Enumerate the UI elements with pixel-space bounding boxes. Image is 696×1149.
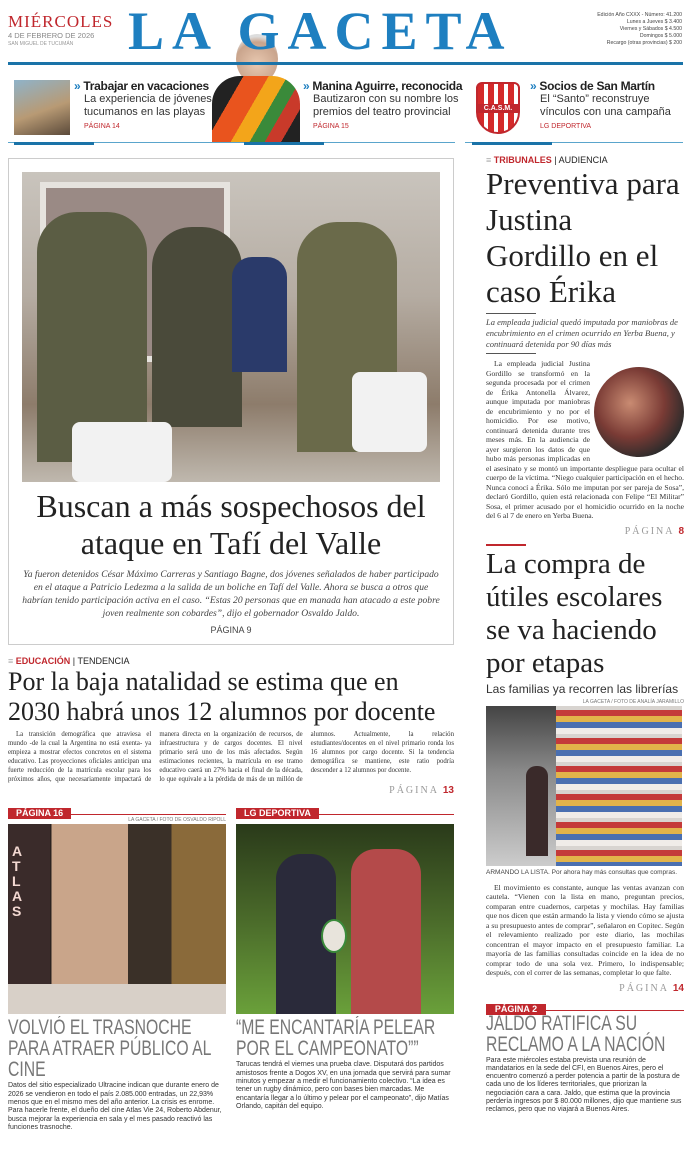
san-martin-logo	[476, 82, 520, 134]
atlas-sign: ATLAS	[12, 843, 23, 920]
section-tag[interactable]: PÁGINA 2	[486, 1004, 546, 1015]
logo-text: C.A.S.M.	[478, 104, 518, 113]
page-number: 14	[672, 982, 684, 994]
accent-rule	[486, 544, 526, 546]
teaser-accent	[472, 142, 552, 145]
masthead-day: MIÉRCOLES	[8, 12, 114, 31]
chevron-right-icon: »	[74, 79, 81, 93]
cinema-photo[interactable]	[8, 824, 226, 1014]
teaser-manina[interactable]	[303, 79, 463, 131]
section-name: TRIBUNALES	[493, 155, 552, 165]
caption-lead: ARMANDO LA LISTA.	[486, 868, 550, 876]
rugby-body: Tarucas tendrá el viernes una prueba clave. Disputará dos partidos amistosos frente a Dogos XV, en una jornada que servirá para sumar minutos y empezar a medir el funcionamiento colectivo. “La idea es tener un rugby dinámico, pero con bases bien marcadas. Me encantaría llegar a lo último y pelear por el campeonato”, dijo Matías Orlando, capitán del equipo.	[236, 1061, 451, 1110]
jaldo-headline[interactable]: JALDO RATIFICA SU RECLAMO A LA NACIÓN	[486, 1011, 666, 1056]
teaser-vacaciones[interactable]	[74, 79, 214, 131]
utiles-body: El movimiento es constante, aunque las ventas avanzan con cautela. “Vienen con la lista en mano, preguntan precios, comparan entre cuadernos, carpetas y mochilas. Hay familias que nos dicen que están armando la lista y viendo cómo se ajusta a su presupuesto antes de comprar”, señalaron en Copitec. Según el relevamiento realizado por este diario, las mochilas concentran el mayor impacto en el presupuesto familiar. La mayoría de las familias consultadas coincide en la idea de no comprar todo de una sola vez. Primero, lo indispensable; después, con el correr de las semanas, completar lo que falte.	[486, 882, 684, 977]
teaser-accent	[14, 142, 94, 145]
educacion-story	[8, 655, 454, 797]
main-story-box	[8, 158, 454, 645]
page-label: PÁGINA	[389, 785, 439, 797]
teaser-san-martin[interactable]	[530, 79, 680, 131]
price-box	[597, 12, 682, 47]
section-label: ≡ EDUCACIÓN | TENDENCIA	[8, 656, 130, 666]
right-column	[486, 154, 684, 1115]
educacion-headline[interactable]: Por la baja natalidad se estima que en 2030 habrá unos 12 alumnos por docente	[8, 667, 436, 726]
tribunales-body-text: La empleada judicial Justina Gordillo se transformó en la segunda procesada por el crimen de Érika Antonella Álvarez, aunque imputada por maniobras de encubrimiento y no por el homicidio. Por ese motivo, continuará detenida durante tres meses más. En la audiencia de ayer surgieron los datos de que hubo más personas implicadas en el asesinato y se montó un importante despliegue para ocultar el cuerpo de la víctima. “Niego cualquier participación en el hecho. Nunca conocí a Érika. Sólo me imputan por ser pareja de Sosa”, declaró Gordillo, quien está relacionada con Felipe “El Militar” Sosa, el primer acusado por el homicidio ocurrido en la noche del 6 al 7 de enero en Yerba Buena.	[486, 359, 684, 520]
chevron-right-icon: »	[303, 79, 310, 93]
teaser-page: PÁGINA 15	[313, 123, 349, 130]
divider	[486, 353, 536, 354]
bookstore-photo[interactable]	[486, 706, 682, 866]
page-label: PÁGINA	[619, 982, 669, 994]
subsection-name: AUDIENCIA	[558, 155, 608, 165]
rugby-headline[interactable]: “ME ENCANTARÍA PELEAR POR EL CAMPEONATO””	[236, 1016, 436, 1061]
masthead-date: 4 DE FEBRERO DE 2026	[8, 31, 95, 40]
teaser-text: La experiencia de jóvenes tucumanos en las playas	[84, 93, 212, 118]
tribunales-dek: La empleada judicial quedó imputada por maniobras de encubrimiento en el crimen ocurrido en Yerba Buena, y continuará detenida por 90 días más	[486, 317, 678, 349]
educacion-body: La transición demográfica que atraviesa el mundo -de la cual la Argentina no está exenta- ya empieza a mostrar efectos concretos en el sistema educativo. Las proyecciones oficiales anticipan una fuerte reducción de la matrícula escolar para los próximos años, que necesariamente impactará de manera directa en la organización de recursos, de infraestructura y de cargos docentes. El nivel primario será uno de los más afectados. Según estimaciones recientes, la matrícula en ese tramo educativo caerá un 27% hacia el final de la década, lo que equivale a la pérdida de más de un millón de alumnos. Actualmente, la relación estudiantes/docentes en el nivel primario ronda los 16 alumnos por cargo docente. Si la tendencia demográfica se mantiene, este ratio podría descender a 12 alumnos por docente.	[8, 731, 454, 783]
masthead-rule	[8, 62, 683, 65]
rugby-story	[236, 803, 454, 1132]
edition-info: Edición Año CXXX - Número: 41.200	[597, 12, 682, 18]
section-name: EDUCACIÓN	[15, 656, 71, 666]
section-tag[interactable]: PÁGINA 16	[8, 808, 71, 819]
photo-credit: LA GACETA / FOTO DE OSVALDO RIPOLL	[128, 817, 226, 824]
tag-rule	[486, 999, 684, 1014]
photo-credit: LA GACETA / FOTO DE ANALÍA JARAMILLO	[582, 698, 684, 705]
teaser-title: Manina Aguirre, reconocida	[312, 79, 463, 93]
teaser-text: Bautizaron con su nombre los premios del teatro provincial	[313, 93, 459, 118]
main-headline[interactable]: Buscan a más sospechosos del ataque en Tafí del Valle	[36, 488, 426, 561]
price-weekday: Lunes a Jueves $ 3.400	[626, 19, 682, 25]
educacion-page-ref[interactable]	[8, 784, 454, 797]
utiles-subhead: Las familias ya recorren las librerías	[486, 681, 679, 696]
price-sunday: Domingos $ 5.000	[639, 33, 682, 39]
price-weekend: Viernes y Sábados $ 4.500	[619, 26, 682, 32]
page-number: 13	[442, 785, 454, 797]
teaser-page: PÁGINA 14	[84, 123, 120, 130]
tribunales-headline[interactable]: Preventiva para Justina Gordillo en el caso Érika	[486, 166, 680, 309]
teaser-accent	[244, 142, 324, 145]
gordillo-photo[interactable]	[594, 367, 684, 457]
utiles-headline[interactable]: La compra de útiles escolares se va haciendo por etapas	[486, 547, 663, 679]
teaser-page: LG DEPORTIVA	[540, 123, 592, 130]
divider	[486, 313, 536, 314]
teaser-title: Socios de San Martín	[539, 79, 655, 93]
tribunales-page-ref[interactable]	[486, 525, 684, 538]
teaser-text: El “Santo” reconstruye vínculos con una campaña	[540, 93, 671, 118]
teaser-photo-vacaciones[interactable]	[14, 80, 70, 135]
bottom-stories	[8, 803, 454, 1132]
photo-caption	[486, 869, 684, 877]
section-label: ≡ TRIBUNALES | AUDIENCIA	[486, 155, 608, 165]
tag-rule	[8, 803, 226, 819]
caption-text: Por ahora hay más consultas que compras.	[551, 868, 678, 876]
tag-rule	[236, 803, 454, 819]
main-summary: Ya fueron detenidos César Máximo Carreras y Santiago Bagne, dos jóvenes señalados de haber participado en el ataque a Patricio Ledezma a la salida de un boliche en Tafí del Valle. Ahora se busca a otros que habrían tenido participación activa en el caso. “Estas 20 personas que en manada han atacado a este pobre joven realmente son cobardes”, dijo el gobernador Osvaldo Jaldo.	[22, 569, 440, 619]
logo[interactable]: LA GACETA	[128, 1, 513, 61]
tribunales-body	[486, 359, 684, 521]
chevron-right-icon: »	[530, 79, 537, 93]
teaser-title: Trabajar en vacaciones	[83, 79, 209, 93]
cinema-story	[8, 803, 226, 1132]
left-column	[8, 158, 454, 1132]
subsection-name: TENDENCIA	[77, 656, 130, 666]
main-photo-arrest[interactable]	[22, 172, 440, 482]
price-surcharge: Recargo (otras provincias) $ 200	[606, 40, 682, 46]
jaldo-body: Para este miércoles estaba prevista una reunión de mandatarios en la sede del CFI, en Buenos Aires, pero el encuentro comenzó a perder potencia a partir de la postura de cada uno de los líderes territoriales, que priorizan la negociación cara a cara. Jaldo, que estima que la provincia perdería ingresos por $ 80.000 millones, dijo que mantiene sus reclamos, pero que no viajará a Buenos Aires.	[486, 1056, 682, 1114]
main-page-ref[interactable]: PÁGINA 9	[210, 625, 252, 635]
cinema-headline[interactable]: VOLVIÓ EL TRASNOCHE PARA ATRAER PÚBLICO AL CINE	[8, 1016, 211, 1082]
utiles-page-ref[interactable]	[486, 982, 684, 995]
cinema-body: Datos del sitio especializado Ultracine indican que durante enero de 2026 se vendieron en todo el país 2.085.000 entradas, un 22,93% menos que en el mismo mes del año anterior. La crisis es enrome. Para hacerle frente, el dueño del cine Atlas Vie 24, Roberto Abdenur, busca mejorar la experiencia en sala y el mes pasado reactivó las funciones trasnoche.	[8, 1082, 222, 1131]
rugby-photo[interactable]	[236, 824, 454, 1014]
masthead-city: SAN MIGUEL DE TUCUMÁN	[8, 41, 74, 47]
section-tag[interactable]: LG DEPORTIVA	[236, 808, 319, 819]
page-number: 8	[678, 525, 684, 537]
page-label: PÁGINA	[624, 525, 674, 537]
